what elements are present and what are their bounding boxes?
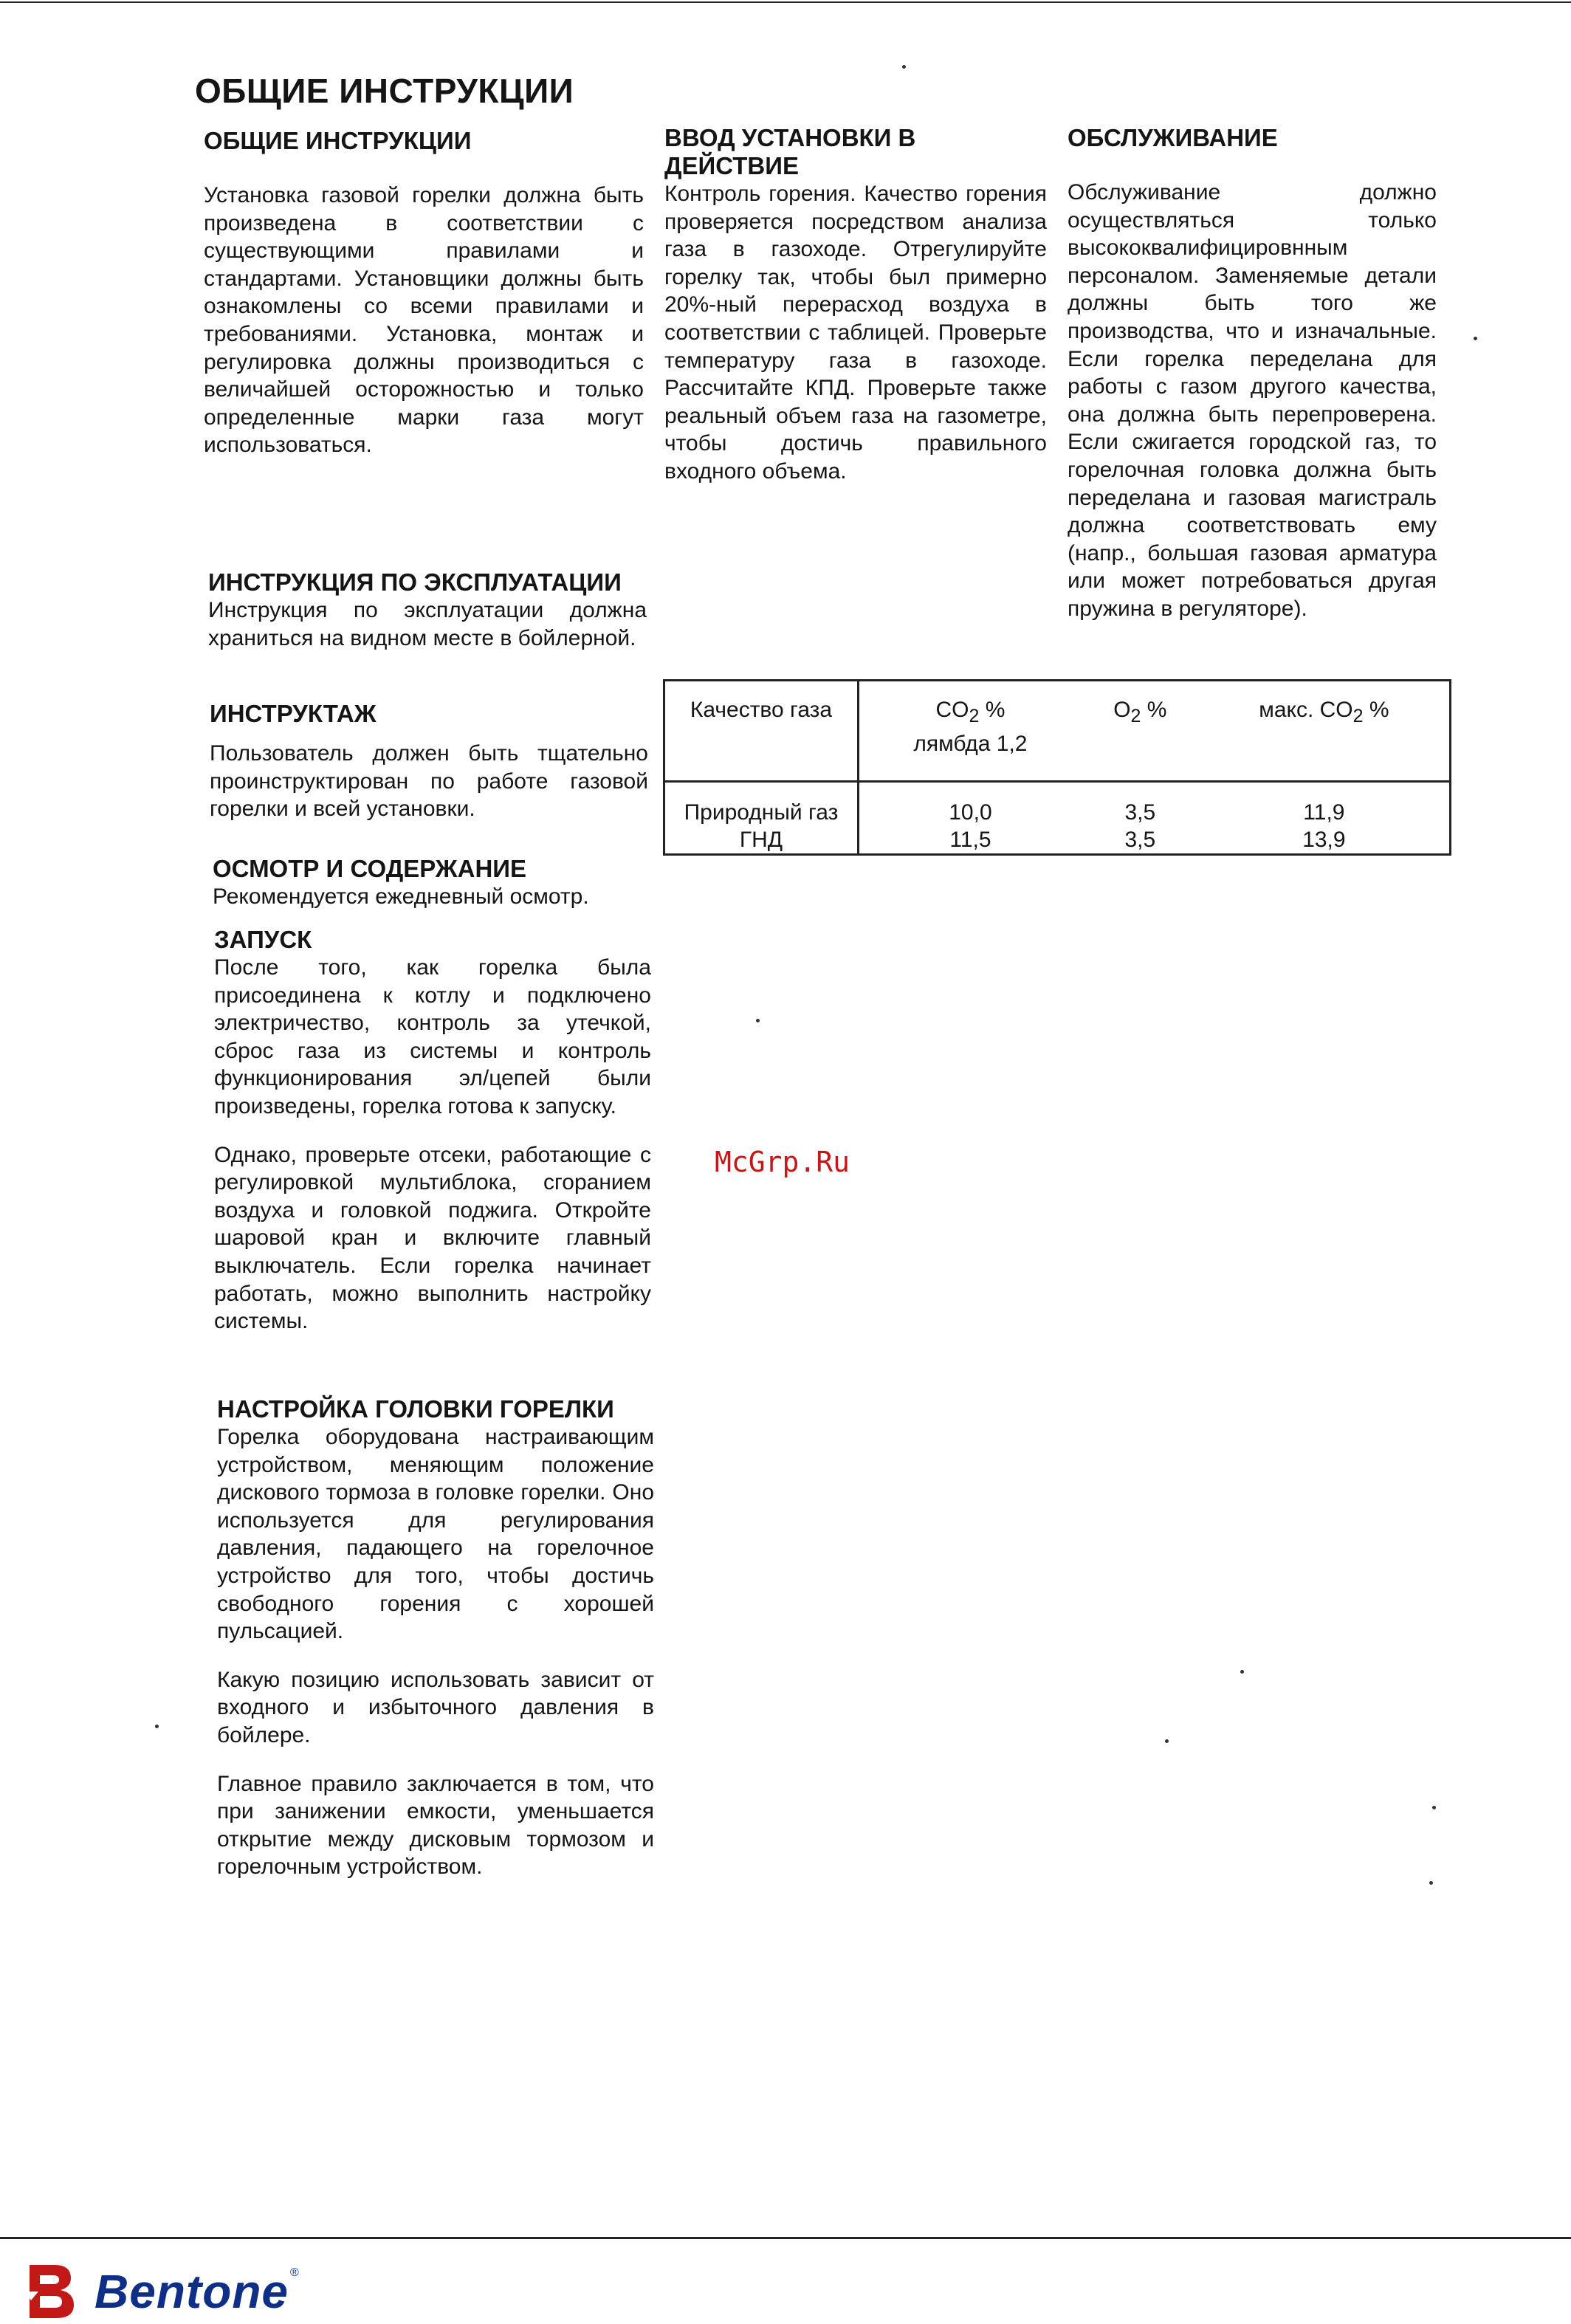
co2-label: CO xyxy=(935,698,969,722)
gas-name: Природный газ xyxy=(684,800,839,825)
col-header-co2 xyxy=(859,681,1082,782)
section-text: Горелка оборудована настраивающим устройством, меняющим положение дискового тормоза в головке горелки. Оно используется для регулирования давления, падающего на горелочное устройство для того, чтобы достичь свободного горения с хорошей пульсацией. xyxy=(217,1425,654,1644)
scan-speck xyxy=(1240,1670,1244,1674)
max-co2-subscript: 2 xyxy=(1352,706,1364,726)
section-text: Контроль горения. Качество горения проверяется посредством анализа газа в газоходе. Отрегулируйте горелку так, чтобы был примерно 20%-ный перерасход воздуха в соответствии с таблицей. Проверьте температуру газа в газоходе. Рассчитайте КПД. Проверьте также реальный объем газа на газометре, чтобы достичь правильного входного объема. xyxy=(664,182,1047,484)
section-text: Главное правило заключается в том, что при занижении емкости, уменьшается открытие между дисковым тормозом и горелочным устройством. xyxy=(217,1771,654,1880)
top-rule xyxy=(0,1,1571,3)
section-heading: НАСТРОЙКА ГОЛОВКИ ГОРЕЛКИ xyxy=(217,1395,614,1423)
section-heading: ЗАПУСК xyxy=(214,926,312,953)
cell-o2 xyxy=(1082,782,1199,855)
o2-label: O xyxy=(1113,698,1131,722)
section-heading: ИНСТРУКТАЖ xyxy=(210,700,377,727)
section-text: Рекомендуется ежедневный осмотр. xyxy=(213,884,589,909)
co2-subscript: 2 xyxy=(969,706,980,726)
scan-speck xyxy=(1165,1739,1169,1743)
section-text: Однако, проверьте отсеки, работающие с регулировкой мультиблока, сгоранием воздуха и головкой поджига. Откройте шаровой кран и включите главный выключатель. Если горелка начинает работать, можно выполнить настройку системы. xyxy=(214,1142,651,1334)
lambda-label: лямбда 1,2 xyxy=(913,732,1028,756)
max-co2-value: 13,9 xyxy=(1302,828,1346,852)
o2-unit: % xyxy=(1141,698,1167,722)
section-heading: ОБСЛУЖИВАНИЕ xyxy=(1068,124,1278,151)
section-text: Установка газовой горелки должна быть произведена в соответствии с существующими правилами и стандартами. Установщики должны быть ознакомлены со всеми правилами и требованиями. Установка, монтаж и регулировка должны производиться с величайшей осторожностью и только определенные марки газа могут использоваться. xyxy=(204,183,644,458)
section-text: Пользователь должен быть тщательно проинструктирован по работе газовой горелки и всей установки. xyxy=(210,741,648,822)
section-inspection xyxy=(213,855,650,911)
bentone-logo-icon xyxy=(25,2262,77,2321)
cell-gas xyxy=(664,782,859,855)
scan-speck xyxy=(1432,1806,1436,1809)
section-text: Обслуживание должно осуществляться только высококвалифицировнным персоналом. Заменяемые детали должны быть того же производства, что и изначальные. Если горелка переделана для работы с газом другого качества, она должна быть перепроверена. Если сжигается городской газ, то горелочная головка должна быть переделана и газовая магистраль должна соответствовать ему (напр., большая газовая арматура или может потребоваться другая пружина в регуляторе). xyxy=(1068,180,1437,621)
col-header-o2 xyxy=(1082,681,1199,782)
co2-unit: % xyxy=(979,698,1005,722)
section-heading: ОБЩИЕ ИНСТРУКЦИИ xyxy=(204,127,472,154)
section-text: Какую позицию использовать зависит от входного и избыточного давления в бойлере. xyxy=(217,1667,654,1747)
page-title: ОБЩИЕ ИНСТРУКЦИИ xyxy=(195,72,574,110)
section-text: После того, как горелка была присоединена к котлу и подключено электричество, контроль за утечкой, сброс газа из системы и контроль функционирования эл/цепей были произведены, горелка готова к запуску. xyxy=(214,955,651,1118)
col-header-gas-quality: Качество газа xyxy=(664,681,859,782)
section-heading: ИНСТРУКЦИЯ ПО ЭКСПЛУАТАЦИИ xyxy=(208,568,622,596)
section-head-adjustment xyxy=(217,1395,654,1881)
section-briefing xyxy=(210,700,648,823)
co2-value: 10,0 xyxy=(949,800,992,825)
max-co2-unit: % xyxy=(1363,698,1389,722)
brand-name: Bentone xyxy=(94,2265,289,2318)
o2-value: 3,5 xyxy=(1124,828,1156,852)
o2-subscript: 2 xyxy=(1130,706,1141,726)
cell-co2 xyxy=(859,782,1082,855)
gas-name: ГНД xyxy=(739,828,783,852)
section-text: Инструкция по эксплуатации должна храниться на видном месте в бойлерной. xyxy=(208,598,647,650)
watermark: McGrp.Ru xyxy=(715,1146,850,1178)
scan-speck xyxy=(756,1019,760,1022)
table-header-row xyxy=(664,681,1451,782)
scan-speck xyxy=(1429,1881,1433,1885)
cell-max-co2 xyxy=(1199,782,1451,855)
co2-value: 11,5 xyxy=(949,828,991,852)
footer-rule xyxy=(0,2237,1571,2239)
section-heading: ОСМОТР И СОДЕРЖАНИЕ xyxy=(213,855,527,882)
max-co2-label: макс. CO xyxy=(1259,698,1353,722)
gas-quality-table xyxy=(663,679,1451,856)
scan-speck xyxy=(1474,337,1477,340)
table-row xyxy=(664,782,1451,855)
section-heading: ВВОД УСТАНОВКИ В ДЕЙСТВИЕ xyxy=(664,124,916,179)
scan-speck xyxy=(902,65,906,69)
col-header-max-co2 xyxy=(1199,681,1451,782)
section-general-instructions xyxy=(204,127,644,459)
max-co2-value: 11,9 xyxy=(1303,800,1345,825)
section-commissioning xyxy=(664,124,1047,486)
brand-logo xyxy=(25,2262,299,2321)
scan-speck xyxy=(155,1725,159,1728)
section-operation-instructions xyxy=(208,568,647,652)
registered-mark: ® xyxy=(290,2266,299,2279)
o2-value: 3,5 xyxy=(1124,800,1156,825)
section-startup xyxy=(214,926,651,1335)
section-service xyxy=(1068,124,1437,623)
